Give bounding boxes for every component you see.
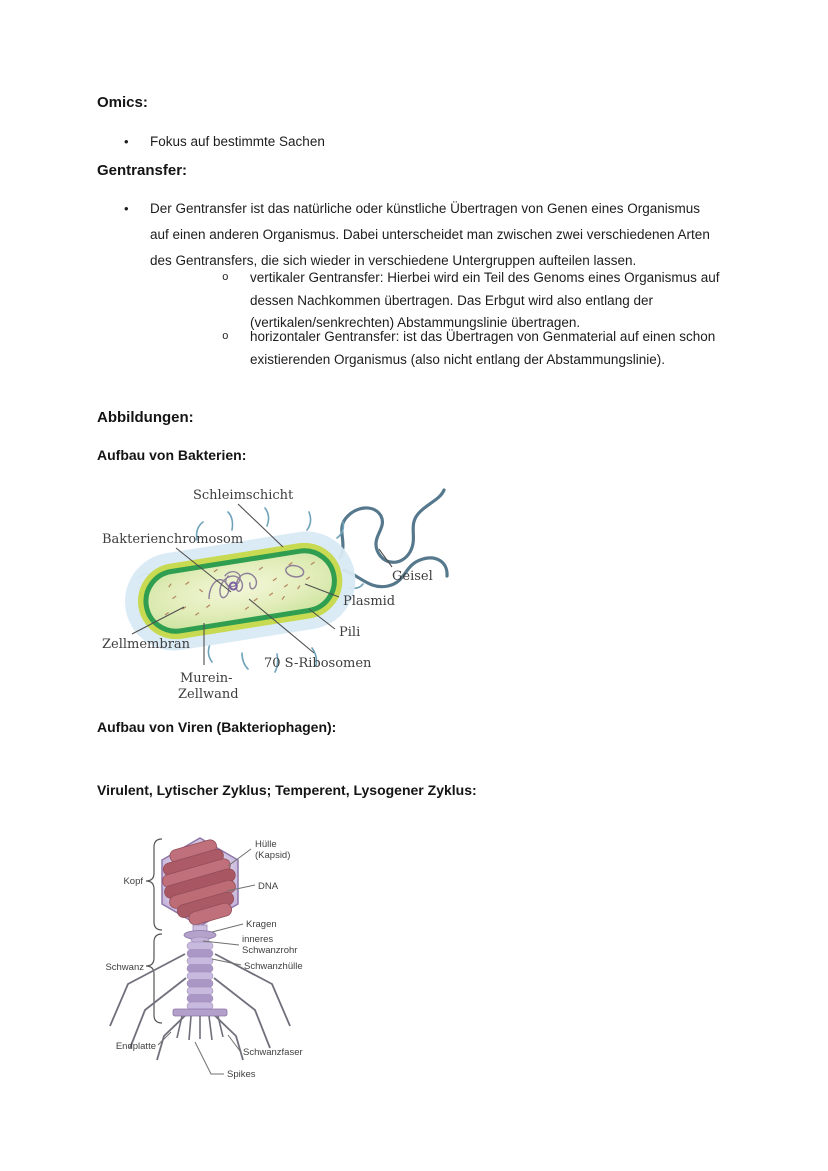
horizontal-line: horizontaler Gentransfer: ist das Übertragen von Genmaterial auf einen schon <box>250 329 716 344</box>
horizontal-line: existierenden Organismus (also nicht entlang der Abstammungslinie). <box>250 351 665 367</box>
leader-endplatte <box>158 1032 171 1045</box>
baseplate <box>173 1009 227 1016</box>
label-huelle-line2: (Kapsid) <box>255 850 291 861</box>
vertikal-line: (vertikalen/senkrechten) Abstammungslinie übertragen. <box>250 315 581 330</box>
label-bakterienchromosom: Bakterienchromosom <box>102 532 244 547</box>
bullet-circle-icon: o <box>222 272 229 284</box>
label-zellmembran: Zellmembran <box>102 637 191 652</box>
label-inneres-line1: inneres <box>242 934 274 945</box>
label-ribosomen: 70 S-Ribosomen <box>264 656 372 671</box>
bullet-omics-line: Fokus auf bestimmte Sachen <box>150 134 325 149</box>
label-schwanz: Schwanz <box>105 962 144 973</box>
label-schwanzfaser: Schwanzfaser <box>243 1047 303 1058</box>
bullet-gentransfer-main <box>124 196 710 274</box>
heading-aufbau-viren: Aufbau von Viren (Bakteriophagen): <box>97 719 337 735</box>
bullet-dot-icon: • <box>124 134 129 149</box>
bullet-omics <box>124 134 325 150</box>
bacteria-diagram <box>92 478 452 713</box>
heading-zyklus: Virulent, Lytischer Zyklus; Temperent, Lysogener Zyklus: <box>97 782 477 798</box>
label-murein-line1: Murein- <box>180 671 233 686</box>
bullet-vertikaler-gentransfer <box>222 267 719 335</box>
label-murein-line2: Zellwand <box>178 687 239 702</box>
heading-gentransfer: Gentransfer: <box>97 162 188 179</box>
gentransfer-line: auf einen anderen Organismus. Dabei unterscheidet man zwischen zwei verschiedenen Arten <box>150 227 710 242</box>
label-inneres-line2: Schwanzrohr <box>242 945 298 956</box>
leader-kragen <box>212 924 243 932</box>
label-kopf: Kopf <box>123 876 143 887</box>
gentransfer-line: des Gentransfers, die sich wieder in verschiedene Untergruppen aufteilen lassen. <box>150 253 637 268</box>
heading-omics: Omics: <box>97 94 148 111</box>
bullet-horizontaler-gentransfer <box>222 326 715 371</box>
label-dna: DNA <box>258 881 279 892</box>
label-spikes: Spikes <box>227 1069 256 1080</box>
label-geisel: Geisel <box>392 569 433 584</box>
phage-svg <box>100 832 350 1087</box>
kopf-brace <box>146 839 162 930</box>
label-plasmid: Plasmid <box>343 594 396 609</box>
label-kragen: Kragen <box>246 919 277 930</box>
heading-aufbau-bakterien: Aufbau von Bakterien: <box>97 447 247 463</box>
label-schleimschicht: Schleimschicht <box>193 488 294 503</box>
bullet-circle-icon: o <box>222 331 229 343</box>
bacteriophage-diagram <box>100 832 350 1092</box>
heading-abbildungen: Abbildungen: <box>97 409 194 426</box>
dna-coil <box>154 836 246 931</box>
bullet-dot-icon: • <box>124 201 129 216</box>
tail-fiber <box>208 1009 243 1060</box>
leader-spikes <box>195 1042 224 1074</box>
label-schwanzhuelle: Schwanzhülle <box>244 961 303 972</box>
vertikal-line: dessen Nachkommen übertragen. Das Erbgut wird also entlang der <box>250 292 653 308</box>
label-pili: Pili <box>339 625 361 640</box>
schwanz-brace <box>146 934 162 1023</box>
label-endplatte: Endplatte <box>115 1041 156 1052</box>
spikes-prongs <box>177 1016 223 1040</box>
vertikal-line: vertikaler Gentransfer: Hierbei wird ein Teil des Genoms eines Organismus auf <box>250 270 720 285</box>
label-huelle-line1: Hülle <box>255 839 277 850</box>
tail-fiber <box>157 1009 192 1060</box>
flagellum <box>340 490 444 562</box>
bacteria-svg <box>92 478 452 708</box>
gentransfer-line: Der Gentransfer ist das natürliche oder künstliche Übertragen von Genen eines Organismus <box>150 201 701 216</box>
tail-sheath <box>187 942 213 1010</box>
